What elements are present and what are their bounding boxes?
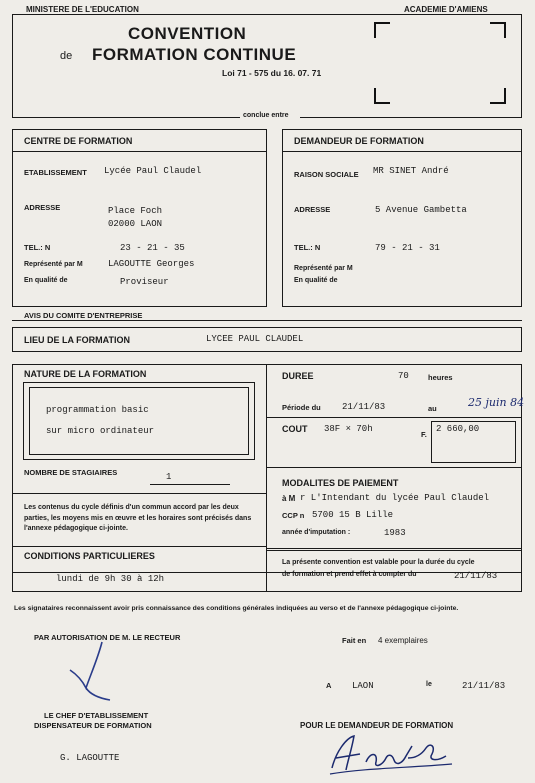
ministry: MINISTERE DE L'EDUCATION: [26, 5, 139, 14]
header-right-line: [521, 14, 522, 118]
ccp-value: 5700 15 B Lille: [312, 510, 394, 520]
duration-bottom-line: [266, 417, 522, 418]
payment-label: MODALITES DE PAIEMENT: [282, 478, 399, 488]
payment-to-value: r L'Intendant du lycée Paul Claudel: [300, 493, 490, 503]
duration-value: 70: [398, 371, 409, 381]
conditions-value: lundi de 9h 30 à 12h: [56, 574, 165, 584]
law-reference: Loi 71 - 575 du 16. 07. 71: [222, 68, 322, 78]
centre-represented-value: LAGOUTTE Georges: [108, 259, 195, 269]
nature-divider: [266, 364, 267, 573]
acknowledgement-text: Les signataires reconnaissent avoir pris connaissance des conditions générales indiquées au verso et de l'annexe pédagogique ci-jointe.: [14, 605, 459, 612]
chief-name: G. LAGOUTTE: [60, 753, 120, 763]
copies-value: 4 exemplaires: [378, 636, 428, 645]
centre-address-line2: 02000 LAON: [108, 219, 163, 229]
payment-bottom-line: [266, 548, 522, 549]
chief-line1: LE CHEF D'ETABLISSEMENT: [44, 711, 149, 720]
demandeur-address-label: ADRESSE: [294, 205, 331, 214]
cost-bottom-line: [266, 467, 522, 468]
trainees-line: [150, 484, 230, 485]
period-end: 25 juin 84: [468, 396, 525, 409]
demandeur-tel-value: 79 - 21 - 31: [375, 243, 440, 253]
pen-mark: [60, 640, 120, 710]
chief-line2: DISPENSATEUR DE FORMATION: [34, 721, 152, 730]
centre-capacity-label: En qualité de: [24, 277, 68, 284]
company-label: RAISON SOCIALE: [294, 170, 359, 179]
centre-address-line1: Place Foch: [108, 206, 163, 216]
authorization-label: PAR AUTORISATION DE M. LE RECTEUR: [34, 633, 181, 642]
nature-note: Les contenus du cycle définis d'un commun accord par les deux parties, les moyens mis en œuvre et les horaires sont précisés dans l'annexe pédagogique ci-jointe.: [24, 504, 252, 532]
cost-formula: 38F × 70h: [324, 424, 373, 434]
concluded-between: conclue entre: [243, 112, 289, 119]
header-bottom-left: [12, 117, 240, 118]
ccp-label: CCP n: [282, 511, 305, 520]
location-label: LIEU DE LA FORMATION: [24, 335, 130, 345]
trainees-label: NOMBRE DE STAGIAIRES: [24, 468, 118, 477]
centre-title: CENTRE DE FORMATION: [24, 136, 133, 146]
location-value: LYCEE PAUL CLAUDEL: [206, 334, 304, 344]
imputation-year-value: 1983: [384, 528, 406, 538]
demandeur-capacity-label: En qualité de: [294, 277, 338, 284]
trainees-value: 1: [166, 472, 172, 482]
place-value: LAON: [352, 681, 374, 691]
demandeur-title: DEMANDEUR DE FORMATION: [294, 136, 424, 146]
validity-text-2: de formation et prend effet à compter du: [282, 571, 417, 578]
academy: ACADEMIE D'AMIENS: [404, 5, 488, 14]
copies-label: Fait en: [342, 636, 367, 645]
centre-represented-label: Représenté par M: [24, 261, 83, 268]
demandeur-tel-label: TEL.: N: [294, 243, 321, 252]
works-council-label: AVIS DU COMITE D'ENTREPRISE: [24, 311, 143, 320]
demandeur-address-value: 5 Avenue Gambetta: [375, 205, 467, 215]
period-start: 21/11/83: [342, 402, 386, 412]
validity-box: [266, 550, 522, 592]
period-to: au: [428, 404, 437, 413]
payment-to-prefix: à M: [282, 494, 296, 503]
establishment-value: Lycée Paul Claudel: [104, 166, 202, 176]
company-value: MR SINET André: [373, 166, 449, 176]
conditions-label: CONDITIONS PARTICULIERES: [24, 551, 155, 561]
requester-label: POUR LE DEMANDEUR DE FORMATION: [300, 721, 454, 730]
date-label: le: [426, 681, 432, 688]
cost-value: 2 660,00: [436, 424, 480, 434]
nature-note-line: [12, 493, 267, 494]
validity-text-1: La présente convention est valable pour la durée du cycle: [282, 559, 475, 566]
centre-address-label: ADRESSE: [24, 203, 61, 212]
title-de: de: [60, 50, 73, 62]
duration-label: DUREE: [282, 371, 314, 381]
cost-currency: F.: [421, 430, 427, 439]
centre-tel-value: 23 - 21 - 35: [120, 243, 185, 253]
works-council-line: [12, 320, 522, 321]
title-convention: CONVENTION: [128, 24, 247, 43]
establishment-label: ETABLISSEMENT: [24, 168, 87, 177]
title-formation-continue: FORMATION CONTINUE: [92, 45, 297, 64]
nature-line2: sur micro ordinateur: [46, 426, 155, 436]
demandeur-represented-label: Représenté par M: [294, 265, 353, 272]
header-top-line: [12, 14, 522, 15]
duration-unit: heures: [428, 373, 453, 382]
header-bottom-right: [300, 117, 522, 118]
period-label: Période du: [282, 403, 321, 412]
centre-tel-label: TEL.: N: [24, 243, 51, 252]
nature-inner-box-2: [29, 387, 249, 455]
centre-capacity-value: Proviseur: [120, 277, 169, 287]
stamp-frame: [374, 22, 506, 104]
place-label: A: [326, 681, 332, 690]
nature-line1: programmation basic: [46, 405, 149, 415]
imputation-year-label: année d'imputation :: [282, 529, 351, 536]
requester-signature: [326, 728, 456, 778]
nature-label: NATURE DE LA FORMATION: [24, 369, 147, 379]
cost-label: COUT: [282, 424, 308, 434]
date-value: 21/11/83: [462, 681, 506, 691]
validity-date: 21/11/83: [454, 571, 498, 581]
header-left-line: [12, 14, 13, 118]
